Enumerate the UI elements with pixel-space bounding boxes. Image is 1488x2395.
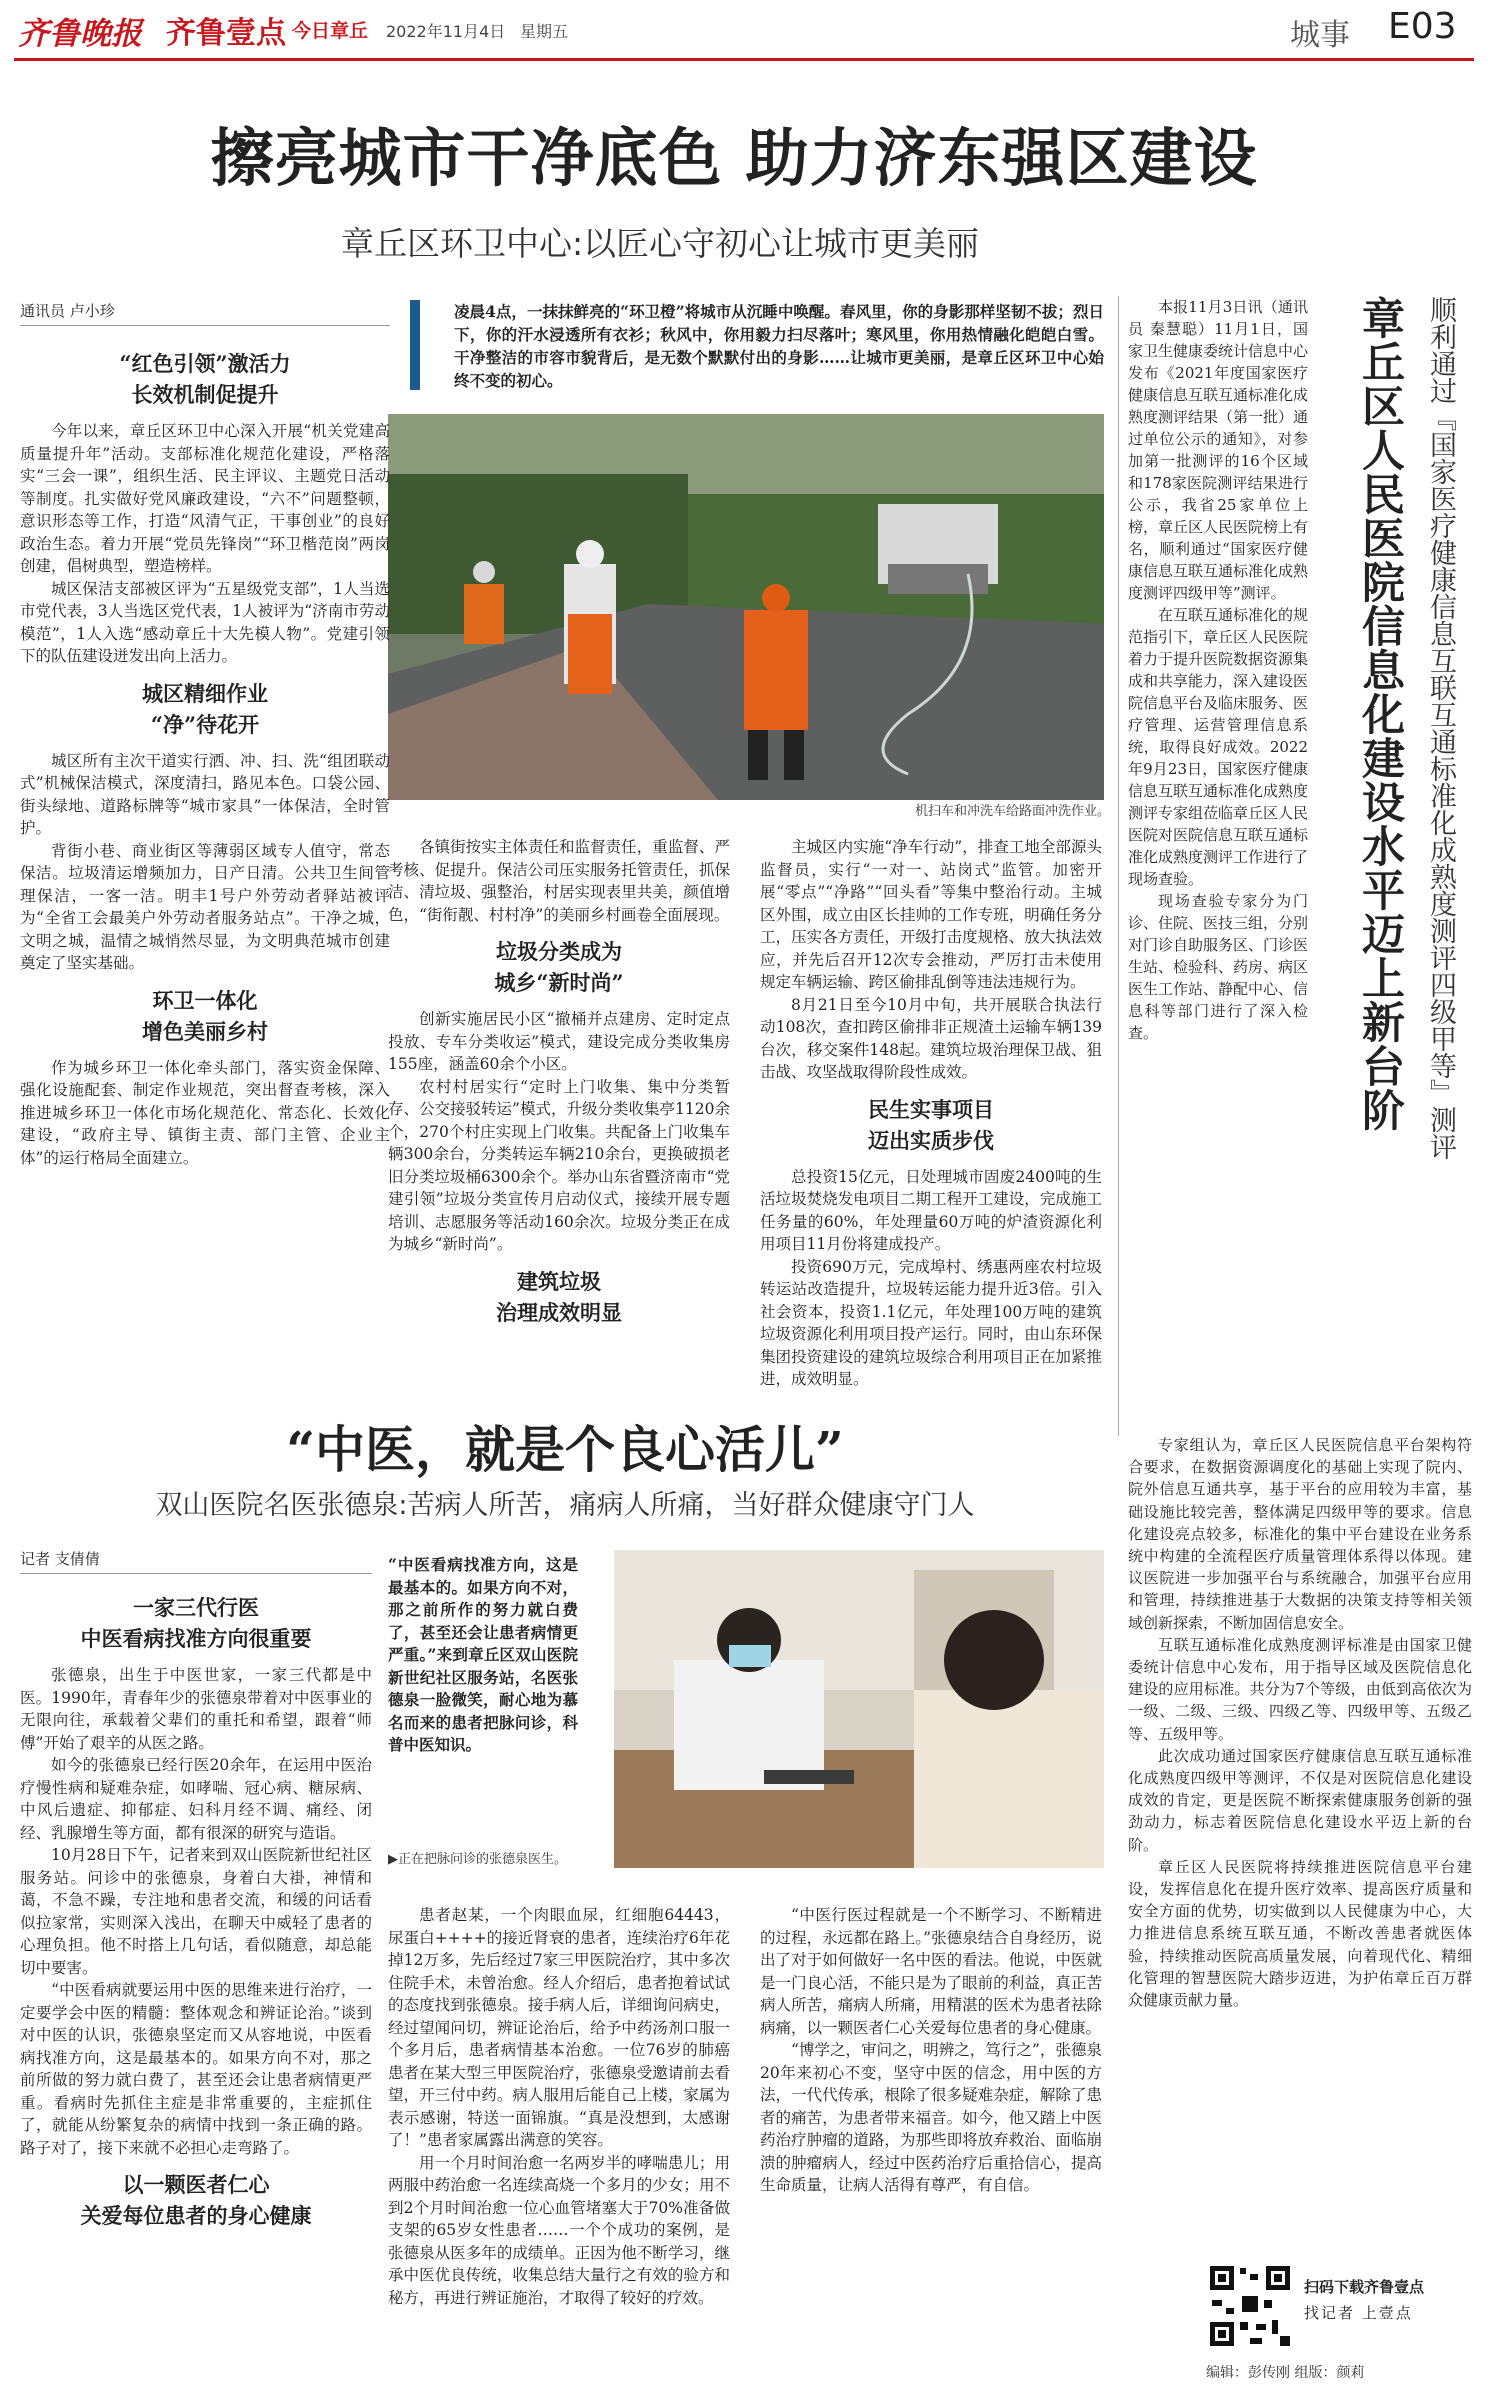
story1-photo-caption: 机扫车和冲洗车给路面冲洗作业。	[914, 804, 1110, 819]
subhead-line: 建筑垃圾	[517, 1268, 601, 1294]
paragraph: 总投资15亿元，日处理城市固废2400吨的生活垃圾焚烧发电项目二期工程开工建设，完成施工任务量的60%，年处理量60万吨的炉渣资源化利用项目11月份将建成投产。	[760, 1167, 1102, 1253]
issue-weekday: 星期五	[520, 22, 569, 41]
paragraph: 现场查验专家分为门诊、住院、医技三组，分别对门诊自助服务区、门诊医生站、检验科、药房、病区医生工作站、静配中心、信息科等部门进行了深入检查。	[1128, 892, 1308, 1042]
lead-accent-bar	[410, 300, 420, 390]
subhead-line: 城乡“新时尚”	[494, 970, 624, 995]
subhead-line: 环卫一体化	[152, 987, 258, 1013]
paragraph: 创新实施居民小区“撤桶并点建房、定时定点投放、专车分类收运”模式，建设完成分类收集房155座，涵盖60余个小区。	[388, 1010, 730, 1073]
paragraph: 用一个月时间治愈一名两岁半的哮喘患儿；用两服中药治愈一名连续高烧一个多月的少女；用不到2个月时间治愈一位心血管堵塞大于70%准备做支架的65岁女性患者……一个个成功的案例，是张德泉从医多年的成绩单。正因为他不断学习，继承中医优良传统，收集总结大量行之有效的验方和秘方，再进行辨证施治，才取得了较好的疗效。	[388, 2153, 730, 2307]
story1-column-3	[760, 836, 1102, 1398]
subhead-line: 治理成效明显	[496, 1299, 622, 1325]
paragraph: 此次成功通过国家医疗健康信息互联互通标准化成熟度四级甲等测评，不仅是对医院信息化建设成效的肯定，更是医院不断探索健康服务创新的强劲动力，标志着医院信息化建设水平迈上新的台阶。	[1128, 1746, 1472, 1854]
story1-subhead-6	[760, 1094, 1102, 1156]
subhead-line: 民生实事项目	[868, 1096, 994, 1122]
lead-text: 凌晨4点，一抹抹鲜亮的“环卫橙”将城市从沉睡中唤醒。春风里，你的身影那样坚韧不拔；烈日下，你的汗水浸透所有衣衫；秋风中，你用毅力扫尽落叶；寒风里，你用热情融化皑皑白雪。干净整洁的市容市貌背后，是无数个默默付出的身影……让城市更美丽，是章丘区环卫中心始终不变的初心。	[454, 302, 1104, 390]
story2-column-narrow	[1128, 296, 1308, 1430]
qr-code-icon	[1206, 2262, 1294, 2350]
story1-column-2	[388, 836, 730, 1398]
sub-brand-logo	[166, 8, 286, 52]
paragraph: 专家组认为，章丘区人民医院信息平台架构符合要求，在数据资源调度化的基础上实现了院内、院外信息互通共享，基于平台的应用较为丰富，基础设施比较完善，整体满足四级甲等的要求。信息化建设亮点较多，标准化的集中平台建设在业务系统中构建的全流程医疗质量管理体系得以体现。建议医院进一步加强平台与系统融合，加强平台应用和管理，持续推进基于大数据的决策支持等相关领域创新探索，不断加固信息安全。	[1128, 1436, 1472, 1632]
paragraph: 如今的张德泉已经行医20余年，在运用中医治疗慢性病和疑难杂症，如哮喘、冠心病、糖尿病、中风后遗症、抑郁症、妇科月经不调、痛经、闭经、乳腺增生等方面，都有很深的研究与造诣。	[20, 1756, 372, 1842]
story1-subheadline: 章丘区环卫中心:以匠心守初心让城市更美丽	[340, 224, 980, 263]
story1-byline: 通讯员 卢小珍	[20, 300, 390, 321]
paragraph: 章丘区人民医院将持续推进医院信息平台建设，发挥信息化在提升医疗效率、提高医疗质量和安全方面的优势，切实做到以人民健康为中心，大力推进信息系统互联互通，不断改善患者就医体验，持续推动医院高质量发展，向着现代化、精细化管理的智慧医院大踏步迈进，为护佑章丘百万群众健康贡献力量。	[1128, 1857, 1472, 2010]
subhead-line: 以一颗医者仁心	[122, 2172, 270, 2197]
story1-subhead-5	[388, 1266, 730, 1328]
story3-column-3	[760, 1904, 1102, 2380]
doctor-consultation-photo	[614, 1550, 1104, 1868]
subhead-line: 关爱每位患者的身心健康	[80, 2203, 312, 2228]
subhead-line: 增色美丽乡村	[142, 1018, 268, 1044]
subhead-line: 迈出实质步伐	[868, 1127, 994, 1153]
paragraph: 在互联互通标准化的规范指引下，章丘区人民医院着力于提升医院数据资源集成和共享能力，深入建设医院信息平台及临床服务、医疗管理、运营管理信息系统，取得良好成效。2022年9月23日，国家医疗健康信息互联互通标准化成熟度测评专家组莅临章丘区人民医院对医院信息互联互通标准化成熟度测评工作进行了现场查验。	[1128, 606, 1308, 888]
story2-vertical-headline: 章丘区人民医院信息化建设水平迈上新台阶	[1355, 296, 1405, 1132]
story3-subhead-1	[20, 1592, 372, 1654]
paragraph: 背街小巷、商业街区等薄弱区域专人值守，常态保洁。垃圾清运增频加力，日产日清。公共卫生间管理保洁，一客一洁。明丰1号户外劳动者驿站被评为“全省工会最美户外劳动者服务站点”。干净之城，文明之城，温情之城悄然尽显，为文明典范城市创建奠定了坚实基础。	[20, 841, 390, 972]
subhead-line: “净”待花开	[150, 711, 260, 737]
story1-subhead-1	[20, 348, 390, 410]
paragraph: 本报11月3日讯（通讯员 秦慧聪）11月1日，国家卫生健康委统计信息中心发布《2021年度国家医疗健康信息互联互通标准化成熟度测评结果（第一批）通过单位公示的通知》，对参加第一批测评的16个区域和178家医院测评结果进行公示，我省25家单位上榜，章丘区人民医院榜上有名，顺利通过“国家医疗健康信息互联互通标准化成熟度测评四级甲等”测评。	[1128, 298, 1308, 602]
story3-subheadline: 双山医院名医张德泉:苦病人所苦，痛病人所痛，当好群众健康守门人	[155, 1490, 975, 1521]
masthead-rule	[14, 58, 1474, 61]
story3-pullquote: “中医看病找准方向，这是最基本的。如果方向不对，那之前所作的努力就白费了，甚至还会让患者病情更严重。”来到章丘区双山医院新世纪社区服务站，名医张德泉一脸微笑，耐心地为慕名而来的患者把脉问诊，科普中医知识。	[388, 1555, 578, 1754]
story3-byline: 记者 支倩倩	[20, 1548, 372, 1569]
paragraph: 各镇街按实主体责任和监督责任，重监督、严考核、促提升。保洁公司压实服务托管责任，抓保洁、清垃圾、强整治，村居实现表里共美，颜值增色，“街衔靓、村村净”的美丽乡村画卷全面展现。	[388, 838, 730, 924]
qr-prompt-1: 扫码下载齐鲁壹点	[1304, 2278, 1425, 2296]
story3-column-1	[20, 1582, 372, 2372]
paragraph: 城区保洁支部被区评为“五星级党支部”，1人当选市党代表，3人当选区党代表，1人被评为“济南市劳动模范”，1人入选“感动章丘十大先模人物”。党建引领下的队伍建设迸发出向上活力。	[20, 579, 390, 665]
story1-column-1	[20, 338, 390, 1358]
story2-column-wide	[1128, 1434, 1472, 2044]
edition-label: 今日章丘	[292, 20, 369, 42]
page-number: E03	[1388, 6, 1457, 47]
sub-brand-text: 齐鲁壹点	[166, 16, 286, 51]
paragraph: “博学之，审问之，明辨之，笃行之”，张德泉20年来初心不变，坚守中医的信念，用中医的方法，一代代传承，根除了很多疑难杂症，解除了患者的痛苦，为患者带来福音。如今，他又踏上中医药治疗肿瘤的道路，为那些即将放弃救治、面临崩溃的肿瘤病人，经过中医药治疗后重拾信心，提高生命质量，让病人活得有尊严，有自信。	[760, 2041, 1102, 2194]
paragraph: 8月21日至今10月中旬，共开展联合执法行动108次，查扣跨区偷排非正规渣土运输车辆139台次，移交案件148起。建筑垃圾治理保卫战、狙击战、攻坚战取得阶段性成效。	[760, 995, 1102, 1081]
subhead-line: 中医看病找准方向很重要	[80, 1626, 312, 1651]
story3-headline: “中医，就是个良心活儿”	[286, 1420, 844, 1479]
subhead-line: 城区精细作业	[142, 680, 268, 706]
paper-logo: 齐鲁晚报	[18, 16, 142, 52]
subhead-line: 垃圾分类成为	[496, 939, 622, 964]
paragraph: 作为城乡环卫一体化牵头部门，落实资金保障、强化设施配套、制定作业规范，突出督查考核，深入推进城乡环卫一体化市场化规范化、常态化、长效化建设，“政府主导、镇街主责、部门主管、企业主体”的运行格局全面建立。	[20, 1058, 390, 1167]
story2-vertical-kicker: 顺利通过『国家医疗健康信息互联互通标准化成熟度测评四级甲等』测评	[1425, 296, 1456, 1160]
paragraph: 10月28日下午，记者来到双山医院新世纪社区服务站。问诊中的张德泉，身着白大褂，神情和蔼，不急不躁，专注地和患者交流，和缓的问话看似拉家常，实则深入浅出，在聊天中威轻了患者的心理负担。他不时搭上几句话，看似随意，却总能切中要害。	[20, 1846, 372, 1977]
paragraph: 投资690万元，完成埠村、绣惠两座农村垃圾转运站改造提升，垃圾转运能力提升近3倍。引入社会资本，投资1.1亿元，年处理100万吨的建筑垃圾资源化利用项目投产运行。同时，由山东环保集团投资建设的建筑垃圾综合利用项目正在加紧推进，成效明显。	[760, 1257, 1102, 1388]
issue-date: 2022年11月4日	[386, 22, 506, 41]
section-name: 城事	[1290, 18, 1350, 53]
paragraph: 互联互通标准化成熟度测评标准是由国家卫健委统计信息中心发布，用于指导区域及医院信息化建设的应用标准。共分为7个等级，由低到高依次为一级、二级、三级、四级乙等、四级甲等、五级乙等、五级甲等。	[1128, 1635, 1472, 1743]
paragraph: 城区所有主次干道实行洒、冲、扫、洗“组团联动式”机械保洁模式，深度清扫，路见本色。口袋公园、街头绿地、道路标牌等“城市家具”一体保洁，全时管护。	[20, 751, 390, 837]
story3-subhead-2	[20, 2169, 372, 2231]
paragraph: “中医看病就要运用中医的思维来进行治疗，一定要学会中医的精髓：整体观念和辨证论治。”谈到对中医的认识，张德泉坚定而又从容地说，中医看病找准方向，这是最基本的。如果方向不对，那之前所做的努力就白费了，甚至还会让患者病情更严重。看病时先抓住主症是非常重要的，主症抓住了，就能从纷繁复杂的病情中找到一条正确的路。路子对了，接下来就不必担心走弯路了。	[20, 1981, 372, 2157]
masthead	[0, 0, 1488, 62]
subhead-line: “红色引领”激活力	[119, 351, 291, 376]
paragraph: 张德泉，出生于中医世家，一家三代都是中医。1990年，青春年少的张德泉带着对中医事业的无限向往，承载着父辈们的重托和希望，跟着“师傅”开始了艰辛的从医之路。	[20, 1666, 372, 1752]
paragraph: “中医行医过程就是一个不断学习、不断精进的过程，永远都在路上。”张德泉结合自身经历，说出了对于如何做好一名中医的看法。他说，中医就是一门良心活，不能只是为了眼前的利益，真正苦病人所苦，痛病人所痛，用精湛的医术为患者祛除病痛，以一颗医者仁心关爱每位患者的身心健康。	[760, 1906, 1102, 2037]
subhead-line: 长效机制促提升	[131, 382, 279, 407]
story3-column-2	[388, 1904, 730, 2380]
story1-photo	[388, 414, 1104, 800]
subhead-line: 一家三代行医	[133, 1595, 259, 1620]
editor-credits: 编辑：彭传刚 组版：颜莉	[1206, 2365, 1365, 2381]
qr-code[interactable]	[1206, 2262, 1294, 2350]
paragraph: 今年以来，章丘区环卫中心深入开展“机关党建高质量提升年”活动。支部标准化规范化建设，严格落实“三会一课”，组织生活、民主评议、主题党日活动等制度。扎实做好党风廉政建设，“六不”问题整顿，意识形态等工作，打造“风清气正，干事创业”的良好政治生态。着力开展“党员先锋岗”“环卫楷范岗”两岗创建，倡树典型，塑造榜样。	[20, 422, 390, 575]
story3-photo-caption: ▶正在把脉问诊的张德泉医生。	[388, 1852, 567, 1867]
story1-subhead-3	[20, 985, 390, 1047]
qr-prompt-2: 找记者 上壹点	[1304, 2304, 1413, 2322]
paragraph: 主城区内实施“净车行动”，排查工地全部源头监督员，实行“一对一、站岗式”监管。加密开展“零点”“净路”“回头看”等集中整治行动。主城区外围，成立由区长挂帅的工作专班，明确任务分工，压实各方责任，开级打击度规格、放大执法效应，并先后召开12次专会推动，严厉打击未使用规定车辆运输、跨区偷排乱倒等违法违规行为。	[760, 838, 1102, 991]
story1-lead	[410, 300, 1110, 400]
street-cleaning-photo	[388, 414, 1104, 800]
story1-headline: 擦亮城市干净底色 助力济东强区建设	[210, 121, 1258, 195]
story2-divider	[1118, 296, 1119, 1436]
story1-subhead-2	[20, 678, 390, 740]
story3-photo	[614, 1550, 1104, 1868]
paragraph: 患者赵某，一个肉眼血尿，红细胞64443，尿蛋白++++的接近肾衰的患者，连续治疗6年花掉12万多，先后经过7家三甲医院治疗，其中多次住院手术，未曾治愈。经人介绍后，患者抱着试试的态度找到张德泉。接手病人后，详细询问病史，经过望闻问切，辨证论治后，给予中药汤剂口服一个多月后，患者病情基本治愈。一位76岁的肺癌患者在某大型三甲医院治疗，张德泉受邀请前去看望，开三付中药。病人服用后能自己上楼，家属为表示感谢，特送一面锦旗。“真是没想到，太感谢了！”患者家属露出满意的笑容。	[388, 1906, 730, 2149]
paragraph: 农村村居实行“定时上门收集、集中分类暂存、公交接驳转运”模式，升级分类收集亭1120余个，270个村庄实现上门收集。共配备上门收集车辆300余台，分类转运车辆210余台，更换破损老旧分类垃圾桶6300余个。举办山东省暨济南市“党建引领”垃圾分类宣传月启动仪式，接续开展专题培训、志愿服务等活动160余次。垃圾分类正在成为城乡“新时尚”。	[388, 1077, 730, 1253]
story1-subhead-4	[388, 936, 730, 998]
